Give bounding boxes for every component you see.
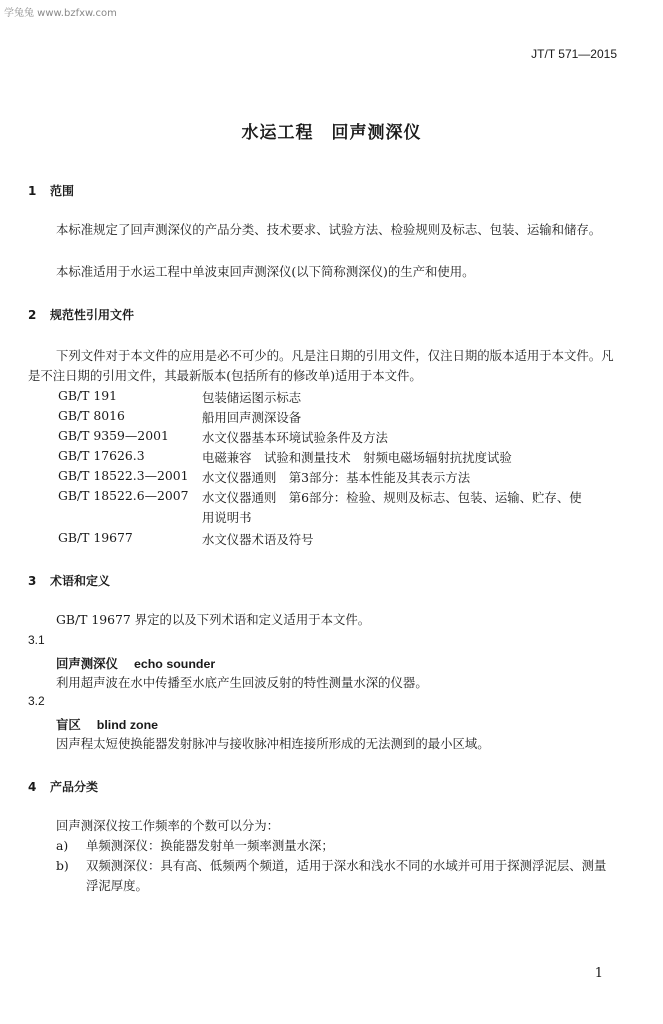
list-marker: a) [56, 838, 69, 853]
reference-code: GB/T 18522.3—2001 [58, 468, 189, 483]
list-text: 单频测深仪：换能器发射单一频率测量水深； [86, 838, 334, 853]
section-number: 4 [28, 780, 37, 794]
section-number: 3 [28, 574, 37, 588]
term-chinese: 盲区 [56, 717, 81, 732]
section-1-heading [28, 182, 74, 199]
watermark: 学兔兔 www.bzfxw.com [4, 8, 117, 19]
section-title: 规范性引用文件 [50, 308, 135, 322]
terms-intro: GB/T 19677 界定的以及下列术语和定义适用于本文件。 [56, 612, 371, 627]
term-number: 3.2 [28, 694, 45, 708]
section-3-heading [28, 572, 110, 589]
term-english: blind zone [96, 718, 159, 732]
term-heading [56, 654, 215, 672]
reference-code: GB/T 8016 [58, 408, 125, 423]
term-heading [56, 715, 158, 733]
reference-title: 水文仪器通则 第3部分：基本性能及其表示方法 [202, 470, 471, 485]
classification-intro: 回声测深仪按工作频率的个数可以分为： [56, 818, 280, 833]
document-title: 水运工程 回声测深仪 [241, 123, 422, 143]
term-number: 3.1 [28, 633, 45, 647]
reference-code: GB/T 18522.6—2007 [58, 488, 189, 503]
normative-intro: 下列文件对于本文件的应用是必不可少的。凡是注日期的引用文件，仅注日期的版本适用于本文件。凡是不注日期的引用文件，其最新版本(包括所有的修改单)适用于本文件。 [28, 348, 614, 383]
reference-code: GB/T 9359—2001 [58, 428, 169, 443]
section-title: 范围 [50, 184, 75, 198]
list-text: 双频测深仪：具有高、低频两个频道，适用于深水和浅水不同的水域并可用于探测浮泥层、测量浮泥厚度。 [86, 858, 607, 893]
term-definition: 因声程太短使换能器发射脉冲与接收脉冲相连接所形成的无法测到的最小区域。 [56, 736, 490, 751]
section-4-heading [28, 778, 98, 795]
reference-title: 水文仪器术语及符号 [202, 532, 314, 547]
reference-title: 水文仪器基本环境试验条件及方法 [202, 430, 388, 445]
section-2-heading [28, 306, 134, 323]
reference-title: 电磁兼容 试验和测量技术 射频电磁场辐射抗扰度试验 [202, 450, 512, 465]
reference-code: GB/T 191 [58, 388, 118, 403]
section-number: 1 [28, 184, 37, 198]
scope-paragraph-2: 本标准适用于水运工程中单波束回声测深仪(以下简称测深仪)的生产和使用。 [56, 264, 475, 279]
section-number: 2 [28, 308, 37, 322]
reference-title: 水文仪器通则 第6部分：检验、规则及标志、包装、运输、贮存、使用说明书 [202, 490, 582, 525]
term-chinese: 回声测深仪 [56, 656, 118, 671]
term-english: echo sounder [133, 657, 216, 671]
section-title: 术语和定义 [50, 574, 111, 588]
section-title: 产品分类 [50, 780, 99, 794]
reference-code: GB/T 17626.3 [58, 448, 145, 463]
reference-title: 包装储运图示标志 [202, 390, 302, 405]
list-marker: b) [56, 858, 69, 873]
scope-paragraph-1: 本标准规定了回声测深仪的产品分类、技术要求、试验方法、检验规则及标志、包装、运输和储存。 [56, 222, 602, 237]
reference-title: 船用回声测深设备 [202, 410, 302, 425]
page-number: 1 [594, 966, 603, 981]
standard-code: JT/T 571—2015 [531, 47, 617, 61]
term-definition: 利用超声波在水中传播至水底产生回波反射的特性测量水深的仪器。 [56, 675, 428, 690]
reference-code: GB/T 19677 [58, 530, 133, 545]
